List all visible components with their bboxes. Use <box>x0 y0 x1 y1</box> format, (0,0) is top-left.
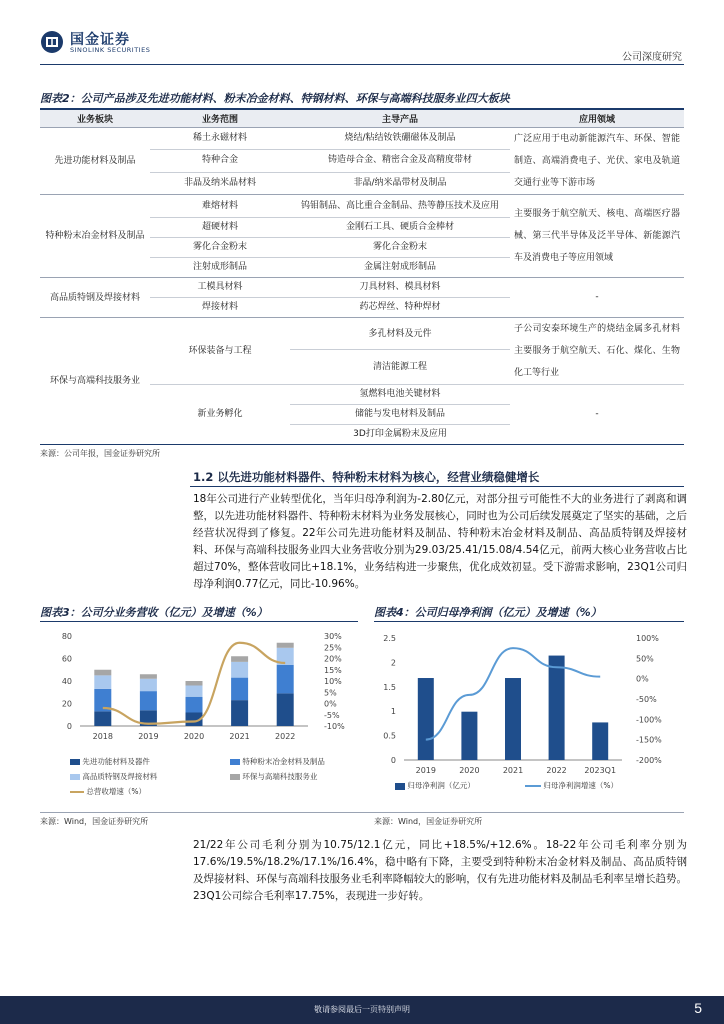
legend-swatch-icon <box>230 759 240 765</box>
y-tick-label: 40 <box>61 677 72 686</box>
bar-segment <box>277 693 294 726</box>
y2-tick-label: -50% <box>636 695 657 704</box>
product-cell: 氢燃料电池关键材料 <box>290 385 510 405</box>
application-cell: - <box>510 278 684 318</box>
y2-tick-label: -150% <box>636 735 662 745</box>
x-tick-label: 2018 <box>92 732 113 741</box>
legend-label: 总营收增速（%） <box>86 787 147 796</box>
scope-cell: 注射成形制品 <box>150 258 290 278</box>
y-tick-label: 60 <box>61 654 72 664</box>
bar-segment <box>186 686 203 697</box>
y2-tick-label: 100% <box>636 634 659 643</box>
y-tick-label: 1.5 <box>383 682 396 692</box>
legend-label: 环保与高端科技服务业 <box>242 772 318 781</box>
y2-tick-label: -200% <box>636 756 662 765</box>
x-tick-label: 2019 <box>138 732 159 741</box>
application-cell: 广泛应用于电动新能源汽车、环保、智能制造、高端消费电子、光伏、家电及轨道交通行业等下游市场 <box>510 128 684 195</box>
table-caption: 图表2：公司产品涉及先进功能材料、粉末冶金材料、特钢材料、环保与高端科技服务业四大板块 <box>40 92 510 105</box>
report-type: 公司深度研究 <box>622 52 682 63</box>
legend-swatch-icon <box>70 791 84 793</box>
product-cell: 刀具材料、模具材料 <box>290 278 510 298</box>
product-cell: 储能与发电材料及制品 <box>290 405 510 425</box>
net-profit-chart <box>374 626 684 776</box>
segment-cell: 先进功能材料及制品 <box>40 128 150 195</box>
segment-cell: 高品质特钢及焊接材料 <box>40 278 150 318</box>
x-tick-label: 2021 <box>229 732 250 741</box>
section-rule <box>190 486 684 487</box>
bar-segment <box>140 691 157 710</box>
table-row <box>40 278 684 298</box>
legend-swatch-icon <box>70 774 80 780</box>
bar-segment <box>277 665 294 694</box>
legend-label: 归母净利润（亿元） <box>407 781 475 790</box>
table-row <box>40 318 684 350</box>
product-cell: 烧结/粘结钕铁硼磁体及制品 <box>290 128 510 150</box>
profit-bar <box>505 678 521 760</box>
fig3-caption: 图表3：公司分业务营收（亿元）及增速（%） <box>40 606 268 619</box>
legend-label: 先进功能材料及器件 <box>82 757 150 766</box>
scope-cell: 稀土永磁材料 <box>150 128 290 150</box>
y-tick-label: 2.5 <box>383 634 396 643</box>
fig4-rule <box>374 621 684 622</box>
scope-cell: 超硬材料 <box>150 218 290 238</box>
fig4-source: 来源：Wind，国金证券研究所 <box>374 817 483 826</box>
bar-segment <box>94 675 111 689</box>
application-cell: 子公司安泰环境生产的烧结金属多孔材料主要服务于航空航天、石化、煤化、生物化工等行业 <box>510 318 684 385</box>
product-cell: 金属注射成形制品 <box>290 258 510 278</box>
table-header: 主导产品 <box>290 109 510 128</box>
scope-cell: 雾化合金粉末 <box>150 238 290 258</box>
product-cell: 清洁能源工程 <box>290 350 510 385</box>
application-cell: 主要服务于航空航天、核电、高端医疗器械、第三代半导体及泛半导体、新能源汽车及消费电子等应用领域 <box>510 195 684 278</box>
y2-tick-label: 15% <box>324 665 342 675</box>
y2-tick-label: 20% <box>324 654 342 664</box>
table-row <box>40 195 684 218</box>
y-tick-label: 1 <box>390 707 396 717</box>
logo-text: 国金证券 <box>70 32 130 48</box>
figure-bottom-rule <box>40 812 684 813</box>
profit-bar <box>549 656 565 760</box>
business-segment-table <box>40 108 684 445</box>
legend-label: 归母净利润增速（%） <box>543 781 619 790</box>
x-tick-label: 2020 <box>183 732 205 741</box>
footer-disclaimer: 敬请参阅最后一页特别声明 <box>314 1005 410 1014</box>
y2-tick-label: 10% <box>324 677 342 686</box>
bar-segment <box>231 700 248 726</box>
x-tick-label: 2022 <box>546 766 567 775</box>
y-tick-label: 0.5 <box>383 731 396 741</box>
scope-cell: 特种合金 <box>150 150 290 172</box>
bar-segment <box>231 678 248 701</box>
table-source: 来源：公司年报，国金证券研究所 <box>40 449 160 458</box>
x-tick-label: 2022 <box>275 732 296 741</box>
gross-margin-paragraph: 21/22年公司毛利分别为10.75/12.1亿元，同比+18.5%/+12.6%。18-22年公司毛利率分别为17.6%/19.5%/18.2%/17.1%/16.4%，稳中略有下降，主要受到特种粉末冶金材料及制品、高品质特钢及焊接材料、环保与高端科技服务业毛利率降幅较大的影响，仅有先进功能材料及制品毛利率呈增长趋势。23Q1公司综合毛利率17.75%，表现进一步好转。 <box>193 839 687 902</box>
scope-cell: 新业务孵化 <box>150 385 290 445</box>
product-cell: 雾化合金粉末 <box>290 238 510 258</box>
bar-segment <box>94 711 111 726</box>
y-tick-label: 0 <box>66 722 72 731</box>
header-rule <box>40 64 684 65</box>
product-cell: 药芯焊丝、特种焊材 <box>290 298 510 318</box>
fig3-rule <box>40 621 358 622</box>
y2-tick-label: 50% <box>636 654 654 664</box>
x-tick-label: 2023Q1 <box>584 766 617 775</box>
fig3-source: 来源：Wind，国金证券研究所 <box>40 817 149 826</box>
legend-label: 特种粉末冶金材料及制品 <box>242 757 325 766</box>
bar-segment <box>94 670 111 676</box>
table-row <box>40 128 684 150</box>
legend-swatch-icon <box>525 785 541 787</box>
y-tick-label: 2 <box>390 658 396 668</box>
bar-segment <box>277 643 294 648</box>
bar-segment <box>140 674 157 679</box>
y2-tick-label: 0% <box>324 699 337 709</box>
logo-icon <box>40 30 64 54</box>
bar-segment <box>231 656 248 662</box>
product-cell: 多孔材料及元件 <box>290 318 510 350</box>
bar-segment <box>231 662 248 678</box>
x-tick-label: 2020 <box>459 766 480 775</box>
legend-label: 高品质特钢及焊接材料 <box>82 772 158 781</box>
y-tick-label: 80 <box>61 632 72 641</box>
y2-tick-label: 25% <box>324 643 342 653</box>
y2-tick-label: -10% <box>324 722 345 731</box>
product-cell: 铸造母合金、精密合金及高精度带材 <box>290 150 510 172</box>
y2-tick-label: -100% <box>636 715 662 725</box>
revenue-chart-legend <box>70 756 360 802</box>
y2-tick-label: -5% <box>324 710 340 720</box>
bar-segment <box>140 679 157 691</box>
table-header-row <box>40 109 684 128</box>
y-tick-label: 0 <box>390 756 396 765</box>
profit-bar <box>418 678 434 760</box>
product-cell: 非晶/纳米晶带材及制品 <box>290 172 510 194</box>
profit-bar <box>461 712 477 760</box>
section-title: 1.2 以先进功能材料器件、特种粉末材料为核心，经营业绩稳健增长 <box>193 470 540 484</box>
scope-cell: 环保装备与工程 <box>150 318 290 385</box>
scope-cell: 工模具材料 <box>150 278 290 298</box>
legend-swatch-icon <box>70 759 80 765</box>
scope-cell: 焊接材料 <box>150 298 290 318</box>
table-header: 业务板块 <box>40 109 150 128</box>
legend-swatch-icon <box>395 783 405 790</box>
table-header: 应用领域 <box>510 109 684 128</box>
scope-cell: 难熔材料 <box>150 195 290 218</box>
logo-subtext: SINOLINK SECURITIES <box>70 46 151 54</box>
page-number: 5 <box>694 1000 702 1016</box>
net-profit-chart-legend <box>395 780 685 794</box>
segment-cell: 特种粉末冶金材料及制品 <box>40 195 150 278</box>
product-cell: 钨钼制品、高比重合金制品、热等静压技术及应用 <box>290 195 510 218</box>
x-tick-label: 2019 <box>415 766 436 775</box>
segment-cell: 环保与高端科技服务业 <box>40 318 150 445</box>
section-paragraph: 18年公司进行产业转型优化，当年归母净利润为-2.80亿元，对部分扭亏可能性不大的业务进行了剥离和调整，以先进功能材料器件、特种粉末材料为业务发展核心，同时也为公司后续发展奠定了坚实的基础，之后经营状况得到了修复。22年公司先进功能材料及制品、特种粉末冶金材料及制品、高品质特钢及焊接材料、环保与高端科技服务业四大业务营收分别为29.03/25.41/15.08/4.54亿元，前两大核心业务营收占比超过70%，整体营收同比+18.1%，业务结构进一步聚焦，优化成效初显。受下游需求影响，23Q1公司归母净利润0.77亿元，同比-10.96%。 <box>193 493 687 590</box>
profit-bar <box>592 722 608 760</box>
product-cell: 金刚石工具、硬质合金棒材 <box>290 218 510 238</box>
application-cell: - <box>510 385 684 445</box>
x-tick-label: 2021 <box>502 766 524 775</box>
table-header: 业务范围 <box>150 109 290 128</box>
scope-cell: 非晶及纳米晶材料 <box>150 172 290 194</box>
legend-swatch-icon <box>230 774 240 780</box>
fig4-caption: 图表4：公司归母净利润（亿元）及增速（%） <box>374 606 602 619</box>
bar-segment <box>186 697 203 713</box>
product-cell: 3D打印金属粉末及应用 <box>290 425 510 445</box>
y2-tick-label: 5% <box>324 688 337 698</box>
bar-segment <box>186 681 203 686</box>
y2-tick-label: 0% <box>636 674 649 684</box>
revenue-chart <box>40 626 358 776</box>
y-tick-label: 20 <box>61 699 72 709</box>
y2-tick-label: 30% <box>324 632 342 641</box>
